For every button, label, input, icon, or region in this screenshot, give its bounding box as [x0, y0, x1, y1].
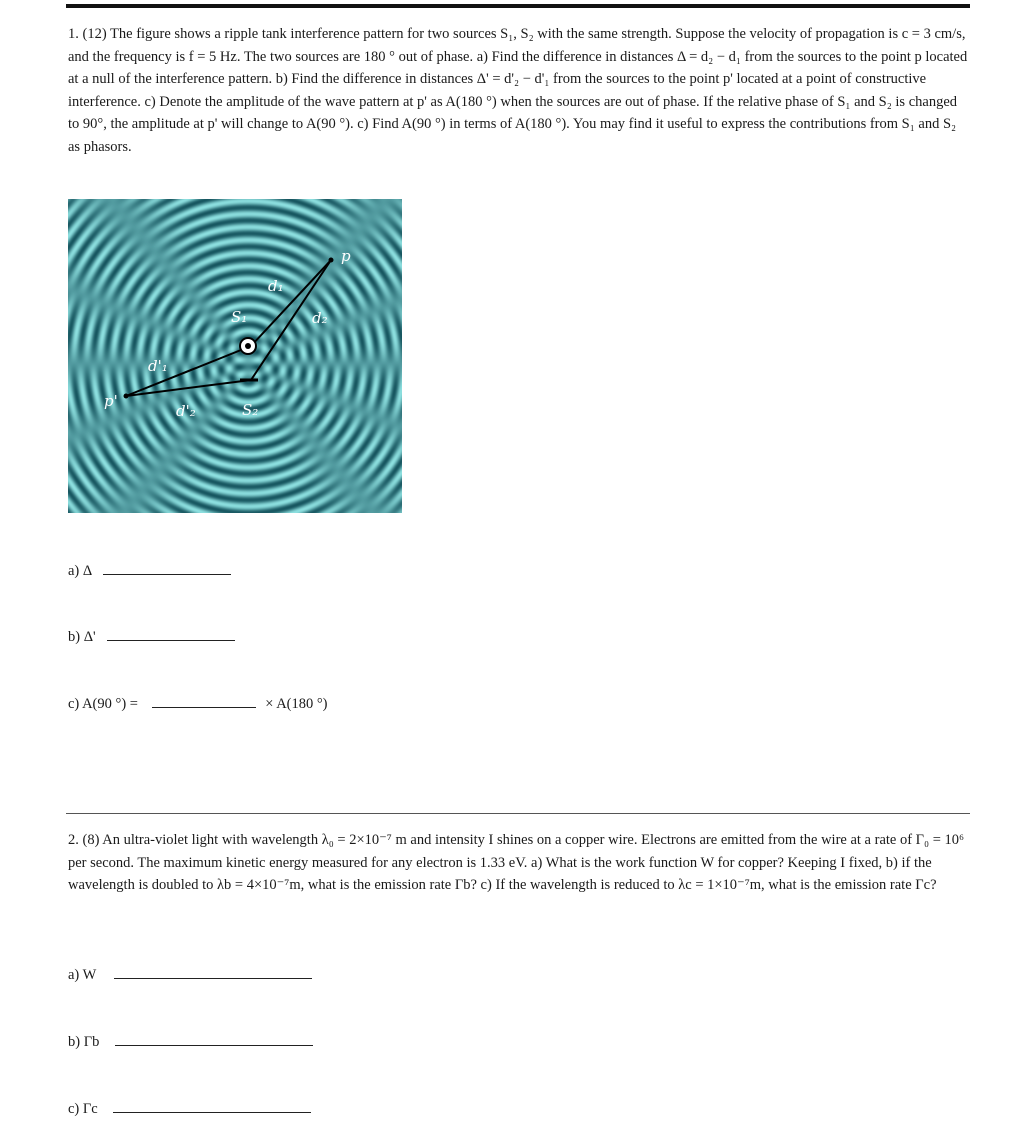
line-d1 [251, 260, 331, 346]
ripple-tank-figure [68, 199, 402, 513]
label-p-prime: p' [104, 392, 118, 410]
label-d1-prime: d'₁ [148, 357, 168, 375]
q2-answer-a [68, 966, 312, 984]
q1-answer-b-blank[interactable] [107, 628, 235, 641]
q1-answer-c-suffix: × A(180 °) [265, 696, 328, 712]
q2-answer-a-label: a) W [68, 967, 97, 983]
q1-answer-a [68, 562, 231, 580]
label-s1: S₁ [231, 308, 248, 326]
q2-answer-b [68, 1033, 313, 1051]
q1-answer-c-blank[interactable] [152, 695, 256, 708]
figure-annotations [68, 199, 402, 513]
q2-answer-c-label: c) Γc [68, 1101, 98, 1117]
q2-answer-b-blank[interactable] [115, 1033, 313, 1046]
q1-answer-b [68, 628, 235, 646]
q1-answer-a-blank[interactable] [103, 562, 231, 575]
q1-answer-a-label: a) Δ [68, 563, 92, 579]
label-d2-prime: d'₂ [176, 402, 196, 420]
q2-answer-c [68, 1100, 311, 1118]
point-p-marker [329, 258, 334, 263]
q1-answer-c-label: c) A(90 °) = [68, 696, 138, 712]
q2-answer-c-blank[interactable] [113, 1100, 311, 1113]
q2-answer-b-label: b) Γb [68, 1034, 100, 1050]
label-d2: d₂ [312, 309, 328, 327]
label-d1: d₁ [268, 277, 284, 295]
q1-answer-c [68, 695, 328, 713]
point-p-prime-marker [124, 394, 129, 399]
q2-answer-a-blank[interactable] [114, 966, 312, 979]
top-rule [66, 4, 970, 8]
section-divider [66, 813, 970, 814]
label-p: p [341, 247, 351, 265]
q1-answer-b-label: b) Δ' [68, 629, 96, 645]
question-1-text: 1. (12) The figure shows a ripple tank interference pattern for two sources S₁, S₂ with the same strength. Suppose the velocity of propagation is c = 3 cm/s, and the frequency is f = 5 Hz. The two sources are 180 ° out of phase. a) Find the difference in distances Δ = d₂ − d₁ from the sources to the point p located at a null of the interference pattern. b) Find the difference in distances Δ' = d'₂ − d'₁ from the sources to the point p' located at a point of constructive interference. c) Denote the amplitude of the wave pattern at p' as A(180 °) when the sources are out of phase. If the relative phase of S₁ and S₂ is changed to 90°, the amplitude at p' will change to A(90 °). c) Find A(90 °) in terms of A(180 °). You may find it useful to express the contributions from S₁ and S₂ as phasors. [68, 26, 968, 155]
question-2-text: 2. (8) An ultra-violet light with wavelength λ₀ = 2×10⁻⁷ m and intensity I shines on a copper wire. Electrons are emitted from the wire at a rate of Γ₀ = 10⁶ per second. The maximum kinetic energy measured for any electron is 1.33 eV. a) What is the work function W for copper? Keeping I fixed, b) if the wavelength is doubled to λb = 4×10⁻⁷m, what is the emission rate Γb? c) If the wavelength is reduced to λc = 1×10⁻⁷m, what is the emission rate Γc? [68, 832, 965, 893]
label-s2: S₂ [242, 401, 259, 419]
